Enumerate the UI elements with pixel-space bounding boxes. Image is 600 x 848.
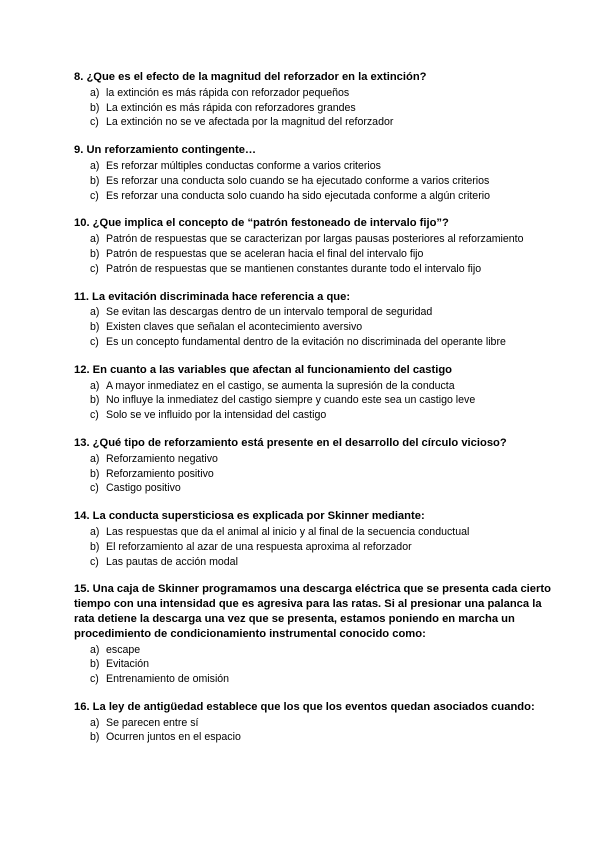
option-letter: a) [90, 643, 100, 656]
option-letter: c) [90, 482, 99, 495]
question-block [74, 700, 560, 745]
option-text: Se parecen entre sí [106, 716, 199, 729]
answer-option [74, 189, 560, 204]
answer-option [74, 408, 560, 423]
option-text: Patrón de respuestas que se caracterizan por largas pausas posteriores al reforzamiento [106, 233, 524, 246]
option-letter: b) [90, 101, 100, 114]
option-letter: b) [90, 467, 100, 480]
option-letter: c) [90, 262, 99, 275]
option-text: Se evitan las descargas dentro de un intervalo temporal de seguridad [106, 306, 433, 319]
option-text: Las pautas de acción modal [106, 555, 238, 568]
option-text: Patrón de respuestas que se aceleran hacia el final del intervalo fijo [106, 247, 424, 260]
answer-options [74, 379, 560, 423]
option-letter: c) [90, 409, 99, 422]
answer-options [74, 159, 560, 203]
option-text: Ocurren juntos en el espacio [106, 731, 241, 744]
option-letter: b) [90, 321, 100, 334]
answer-option [74, 525, 560, 540]
option-letter: a) [90, 716, 100, 729]
question-block [74, 70, 560, 130]
question-text: 13. ¿Qué tipo de reforzamiento está presente en el desarrollo del círculo vicioso? [74, 436, 507, 449]
answer-option [74, 555, 560, 570]
question-block [74, 363, 560, 423]
answer-options [74, 86, 560, 130]
option-text: Las respuestas que da el animal al inicio y al final de la secuencia conductual [106, 525, 470, 538]
answer-option [74, 467, 560, 482]
question-text: 11. La evitación discriminada hace referencia a que: [74, 290, 351, 303]
option-text: Es reforzar una conducta solo cuando ha sido ejecutada conforme a algún criterio [106, 189, 490, 202]
answer-option [74, 379, 560, 394]
option-letter: b) [90, 394, 100, 407]
question-text: 14. La conducta supersticiosa es explicada por Skinner mediante: [74, 510, 425, 523]
question-text: 15. Una caja de Skinner programamos una descarga eléctrica que se presenta cada cierto tiempo con una intensidad que es agresiva para las ratas. Si al presionar una palanca la rata detiene la descarga una vez que se presenta, estamos poniendo en marcha un procedimiento de condicionamiento instrumental conocido como: [74, 583, 551, 640]
option-text: El reforzamiento al azar de una respuesta aproxima al reforzador [106, 540, 412, 553]
option-text: la extinción es más rápida con reforzador pequeños [106, 86, 350, 99]
answer-option [74, 174, 560, 189]
question-block [74, 436, 560, 496]
option-letter: b) [90, 540, 100, 553]
option-letter: b) [90, 731, 100, 744]
option-letter: c) [90, 673, 99, 686]
question-block [74, 216, 560, 276]
option-letter: b) [90, 247, 100, 260]
option-letter: c) [90, 555, 99, 568]
answer-option [74, 657, 560, 672]
question-text: 10. ¿Que implica el concepto de “patrón festoneado de intervalo fijo”? [74, 217, 449, 230]
option-text: escape [106, 643, 141, 656]
option-text: Es reforzar múltiples conductas conforme a varios criterios [106, 159, 381, 172]
answer-option [74, 730, 560, 745]
option-letter: a) [90, 379, 100, 392]
answer-options [74, 232, 560, 276]
answer-option [74, 481, 560, 496]
answer-options [74, 305, 560, 349]
answer-option [74, 672, 560, 687]
answer-option [74, 115, 560, 130]
answer-option [74, 247, 560, 262]
question-text: 16. La ley de antigüedad establece que los que los eventos quedan asociados cuando: [74, 700, 535, 713]
option-text: No influye la inmediatez del castigo siempre y cuando este sea un castigo leve [106, 394, 476, 407]
option-text: Reforzamiento positivo [106, 467, 214, 480]
option-text: La extinción no se ve afectada por la magnitud del reforzador [106, 116, 394, 129]
option-letter: c) [90, 189, 99, 202]
option-letter: a) [90, 159, 100, 172]
answer-option [74, 86, 560, 101]
answer-option [74, 643, 560, 658]
question-text: 8. ¿Que es el efecto de la magnitud del reforzador en la extinción? [74, 71, 427, 83]
question-text: 12. En cuanto a las variables que afectan al funcionamiento del castigo [74, 363, 453, 376]
option-text: Solo se ve influido por la intensidad del castigo [106, 409, 327, 422]
question-block [74, 143, 560, 203]
answer-options [74, 716, 560, 746]
option-letter: a) [90, 452, 100, 465]
question-block [74, 290, 560, 350]
answer-options [74, 525, 560, 569]
option-text: Entrenamiento de omisión [106, 673, 230, 686]
option-text: A mayor inmediatez en el castigo, se aumenta la supresión de la conducta [106, 379, 455, 392]
question-block [74, 509, 560, 569]
option-letter: b) [90, 658, 100, 671]
option-letter: a) [90, 86, 100, 99]
option-letter: a) [90, 233, 100, 246]
option-text: La extinción es más rápida con reforzadores grandes [106, 101, 356, 114]
answer-option [74, 101, 560, 116]
answer-option [74, 232, 560, 247]
answer-option [74, 262, 560, 277]
option-text: Es reforzar una conducta solo cuando se ha ejecutado conforme a varios criterios [106, 174, 490, 187]
option-text: Existen claves que señalan el acontecimiento aversivo [106, 321, 363, 334]
option-letter: c) [90, 335, 99, 348]
option-text: Es un concepto fundamental dentro de la evitación no discriminada del operante libre [106, 335, 506, 348]
option-text: Castigo positivo [106, 482, 181, 495]
answer-option [74, 452, 560, 467]
answer-option [74, 335, 560, 350]
answer-options [74, 452, 560, 496]
option-text: Patrón de respuestas que se mantienen constantes durante todo el intervalo fijo [106, 262, 482, 275]
answer-option [74, 716, 560, 731]
question-block [74, 582, 560, 687]
option-letter: b) [90, 174, 100, 187]
option-text: Evitación [106, 658, 149, 671]
question-list [74, 70, 560, 745]
answer-options [74, 643, 560, 687]
answer-option [74, 320, 560, 335]
option-letter: c) [90, 116, 99, 129]
answer-option [74, 540, 560, 555]
option-text: Reforzamiento negativo [106, 452, 218, 465]
answer-option [74, 393, 560, 408]
question-text: 9. Un reforzamiento contingente… [74, 144, 257, 157]
option-letter: a) [90, 306, 100, 319]
option-letter: a) [90, 525, 100, 538]
answer-option [74, 305, 560, 320]
answer-option [74, 159, 560, 174]
